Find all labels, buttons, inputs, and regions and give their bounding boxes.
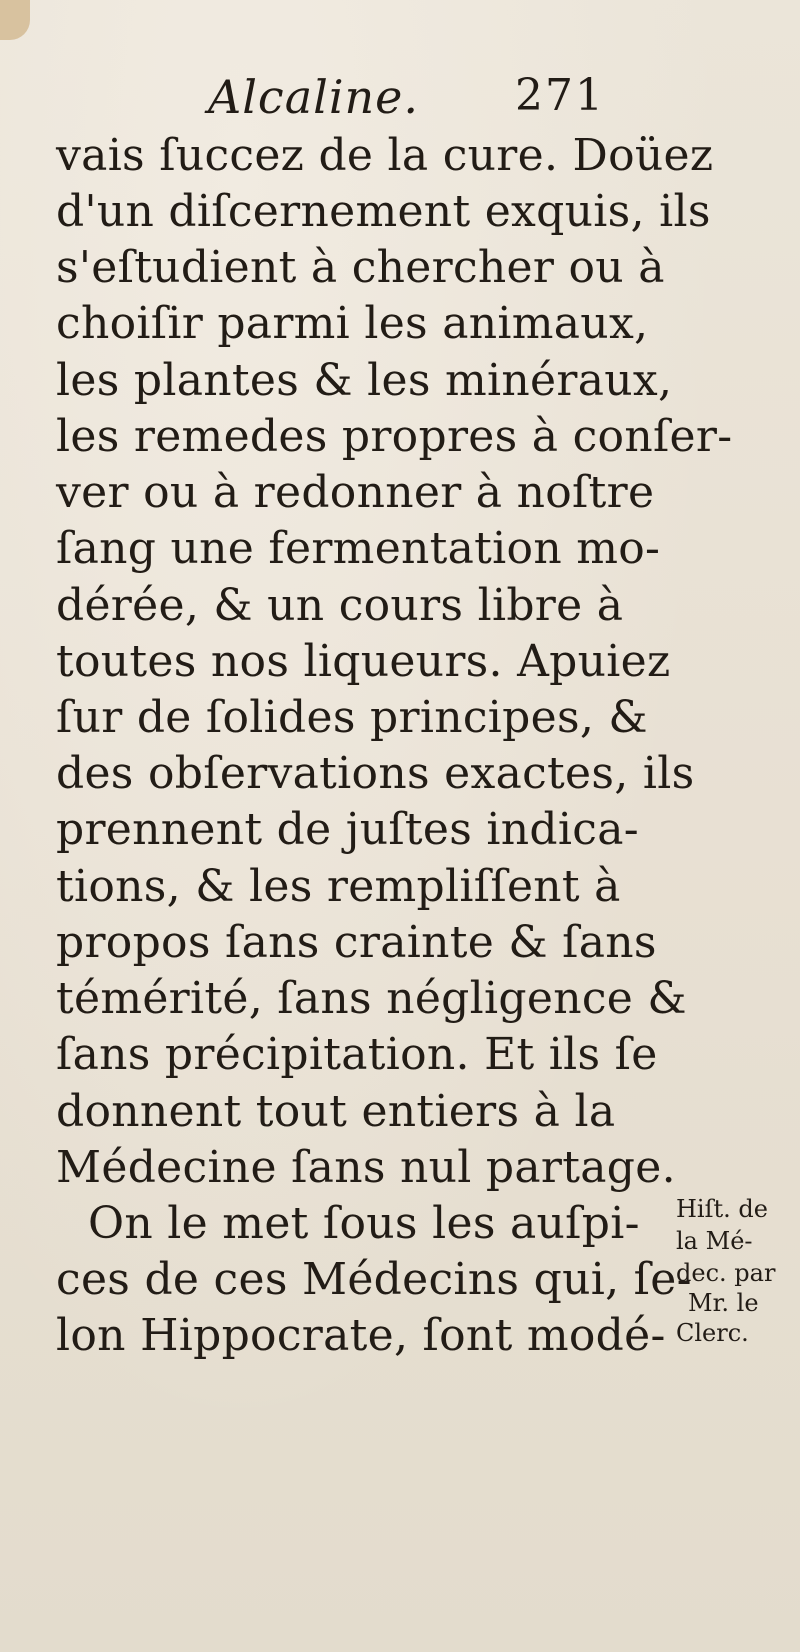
text-line: prennent de juſtes indica- — [56, 804, 639, 855]
text-line: ver ou à redonner à noſtre — [56, 467, 655, 518]
running-title: Alcaline. — [208, 70, 420, 124]
text-line: des obſervations exactes, ils — [56, 748, 695, 799]
page-number: 271 — [515, 70, 605, 121]
margin-note-line: dec. par — [676, 1259, 776, 1287]
text-line: les plantes & les minéraux, — [56, 355, 673, 406]
text-line: d'un diſcernement exquis, ils — [56, 186, 711, 237]
text-line: Médecine ſans nul partage. — [56, 1142, 676, 1193]
margin-note-line: Mr. le — [688, 1289, 759, 1317]
paper-stain — [0, 0, 30, 40]
page-header — [0, 70, 800, 130]
text-line: ſans précipitation. Et ils ſe — [56, 1029, 658, 1080]
text-line: lon Hippocrate, ſont modé- — [56, 1310, 666, 1361]
text-line: ces de ces Médecins qui, ſe- — [56, 1254, 692, 1305]
text-line: les remedes propres à conſer- — [56, 411, 733, 462]
text-line: s'eſtudient à chercher ou à — [56, 242, 665, 293]
text-line: propos ſans crainte & ſans — [56, 917, 657, 968]
text-line: donnent tout entiers à la — [56, 1086, 616, 1137]
margin-note-line: Hiſt. de — [676, 1195, 768, 1223]
text-line: témérité, ſans négligence & — [56, 973, 687, 1024]
text-line: choiſir parmi les animaux, — [56, 298, 649, 349]
text-line: ſang une fermentation mo- — [56, 523, 661, 574]
margin-note-line: Clerc. — [676, 1319, 749, 1347]
text-line: dérée, & un cours libre à — [56, 580, 624, 631]
text-line: tions, & les rempliſſent à — [56, 861, 621, 912]
margin-note-line: la Mé- — [676, 1227, 753, 1255]
text-line: ſur de ſolides principes, & — [56, 692, 648, 743]
text-line: toutes nos liqueurs. Apuiez — [56, 636, 671, 687]
text-line: On le met ſous les auſpi- — [88, 1198, 640, 1249]
text-line: vais ſuccez de la cure. Doüez — [56, 130, 714, 181]
